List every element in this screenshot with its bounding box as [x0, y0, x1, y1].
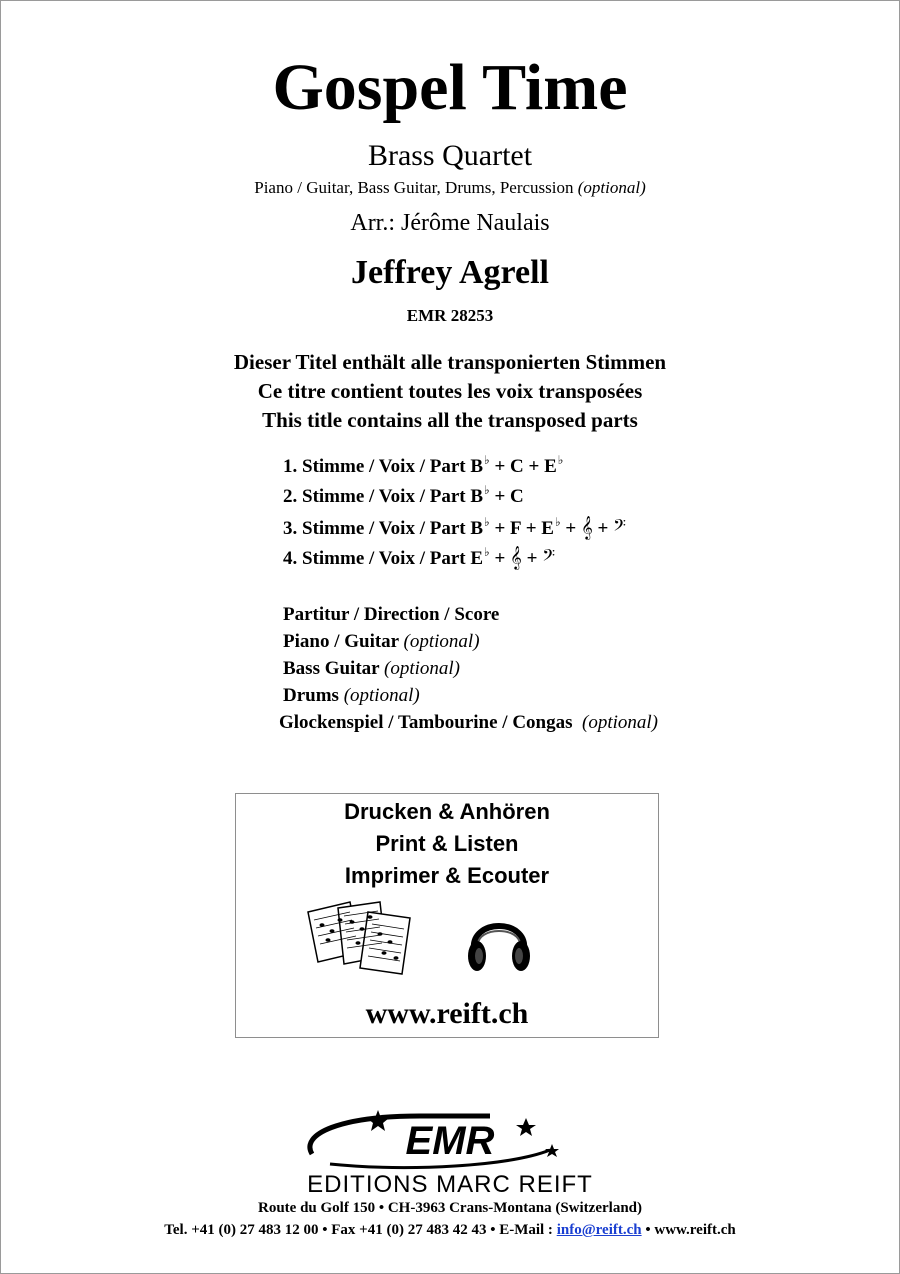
part-row-4 [283, 542, 626, 572]
extra-label: Bass Guitar [283, 658, 380, 679]
notice-line-en: This title contains all the transposed parts [262, 408, 638, 432]
plus-sign: + [526, 548, 538, 569]
part-label: 1. Stimme / Voix / Part [283, 456, 466, 477]
part-label: 4. Stimme / Voix / Part [283, 548, 466, 569]
transposition-notice [0, 348, 900, 435]
extra-label: Glockenspiel / Tambourine / Congas [279, 712, 573, 733]
part-key: E [541, 518, 554, 539]
plus-sign: + [494, 456, 506, 477]
email-link[interactable]: info@reift.ch [556, 1222, 642, 1238]
extra-label: Drums [283, 685, 339, 706]
part-key: E [470, 548, 484, 569]
publisher-name: EDITIONS MARC REIFT [307, 1171, 593, 1198]
emr-logo [300, 1108, 600, 1172]
part-key: B [470, 456, 484, 477]
logo-text: EMR [405, 1119, 495, 1163]
instrumentation-main: Piano / Guitar, Bass Guitar, Drums, Percussion [254, 178, 574, 197]
part-key: B [470, 486, 484, 507]
plus-sign: + [528, 456, 540, 477]
plus-sign: + [565, 518, 577, 539]
arranger: Arr.: Jérôme Naulais [350, 210, 550, 236]
plus-sign: + [494, 518, 506, 539]
part-key: E [544, 456, 557, 477]
plus-sign: + [525, 518, 537, 539]
promo-url: www.reift.ch [365, 997, 529, 1030]
print-listen-text [236, 796, 658, 892]
sheet-music-icon [306, 898, 418, 976]
bass-clef-icon: 𝄢 [613, 515, 626, 539]
contact-phone-fax: Tel. +41 (0) 27 483 12 00 • Fax +41 (0) 27 483 42 43 • E-Mail : [164, 1222, 553, 1238]
flat-symbol: ♭ [484, 515, 490, 529]
extra-note: (optional) [343, 685, 420, 706]
part-key: B [470, 518, 484, 539]
flat-symbol: ♭ [484, 545, 490, 559]
flat-symbol: ♭ [554, 515, 561, 529]
plus-sign: + [597, 518, 609, 539]
flat-symbol: ♭ [484, 483, 490, 497]
extra-row-bass-guitar [283, 655, 658, 682]
notice-line-fr: Ce titre contient toutes les voix transposées [257, 379, 643, 403]
publisher-address: Route du Golf 150 • CH-3963 Crans-Montana (Switzerland) [258, 1200, 642, 1216]
catalog-number: EMR 28253 [406, 306, 494, 325]
part-key: C [510, 456, 524, 477]
flat-symbol: ♭ [484, 453, 490, 467]
extra-row-percussion [279, 709, 658, 736]
extra-note: (optional) [403, 631, 480, 652]
flat-symbol: ♭ [557, 453, 564, 467]
part-row-3 [283, 512, 626, 542]
plus-sign: + [494, 548, 506, 569]
promo-line-de: Drucken & Anhören [344, 799, 550, 824]
publisher-contact [0, 1220, 900, 1240]
plus-sign: + [494, 486, 506, 507]
title: Gospel Time [272, 51, 628, 124]
notice-line-de: Dieser Titel enthält alle transponierten Stimmen [233, 350, 667, 374]
print-listen-box [235, 793, 659, 1038]
part-label: 2. Stimme / Voix / Part [283, 486, 466, 507]
extra-row-score [283, 601, 658, 628]
instrumentation [0, 177, 900, 199]
subtitle: Brass Quartet [367, 139, 533, 172]
promo-line-fr: Imprimer & Ecouter [344, 863, 550, 888]
extra-note: (optional) [384, 658, 461, 679]
treble-clef-icon: 𝄞 [510, 545, 522, 569]
headphones-icon [464, 906, 534, 976]
contact-website: • www.reift.ch [645, 1222, 736, 1238]
part-key: F [510, 518, 521, 539]
part-label: 3. Stimme / Voix / Part [283, 518, 466, 539]
part-row-1 [283, 452, 626, 482]
bass-clef-icon: 𝄢 [542, 545, 556, 569]
extra-row-piano-guitar [283, 628, 658, 655]
part-key: C [510, 486, 524, 507]
composer: Jeffrey Agrell [351, 254, 549, 291]
extra-label: Partitur / Direction / Score [283, 604, 500, 625]
parts-list [283, 452, 626, 572]
instrumentation-optional: (optional) [577, 178, 646, 197]
extra-label: Piano / Guitar [283, 631, 399, 652]
extra-parts-list [279, 601, 659, 736]
extra-note: (optional) [582, 712, 659, 733]
treble-clef-icon: 𝄞 [580, 515, 593, 539]
part-row-2 [283, 482, 626, 512]
promo-line-en: Print & Listen [375, 831, 519, 856]
extra-row-drums [283, 682, 658, 709]
